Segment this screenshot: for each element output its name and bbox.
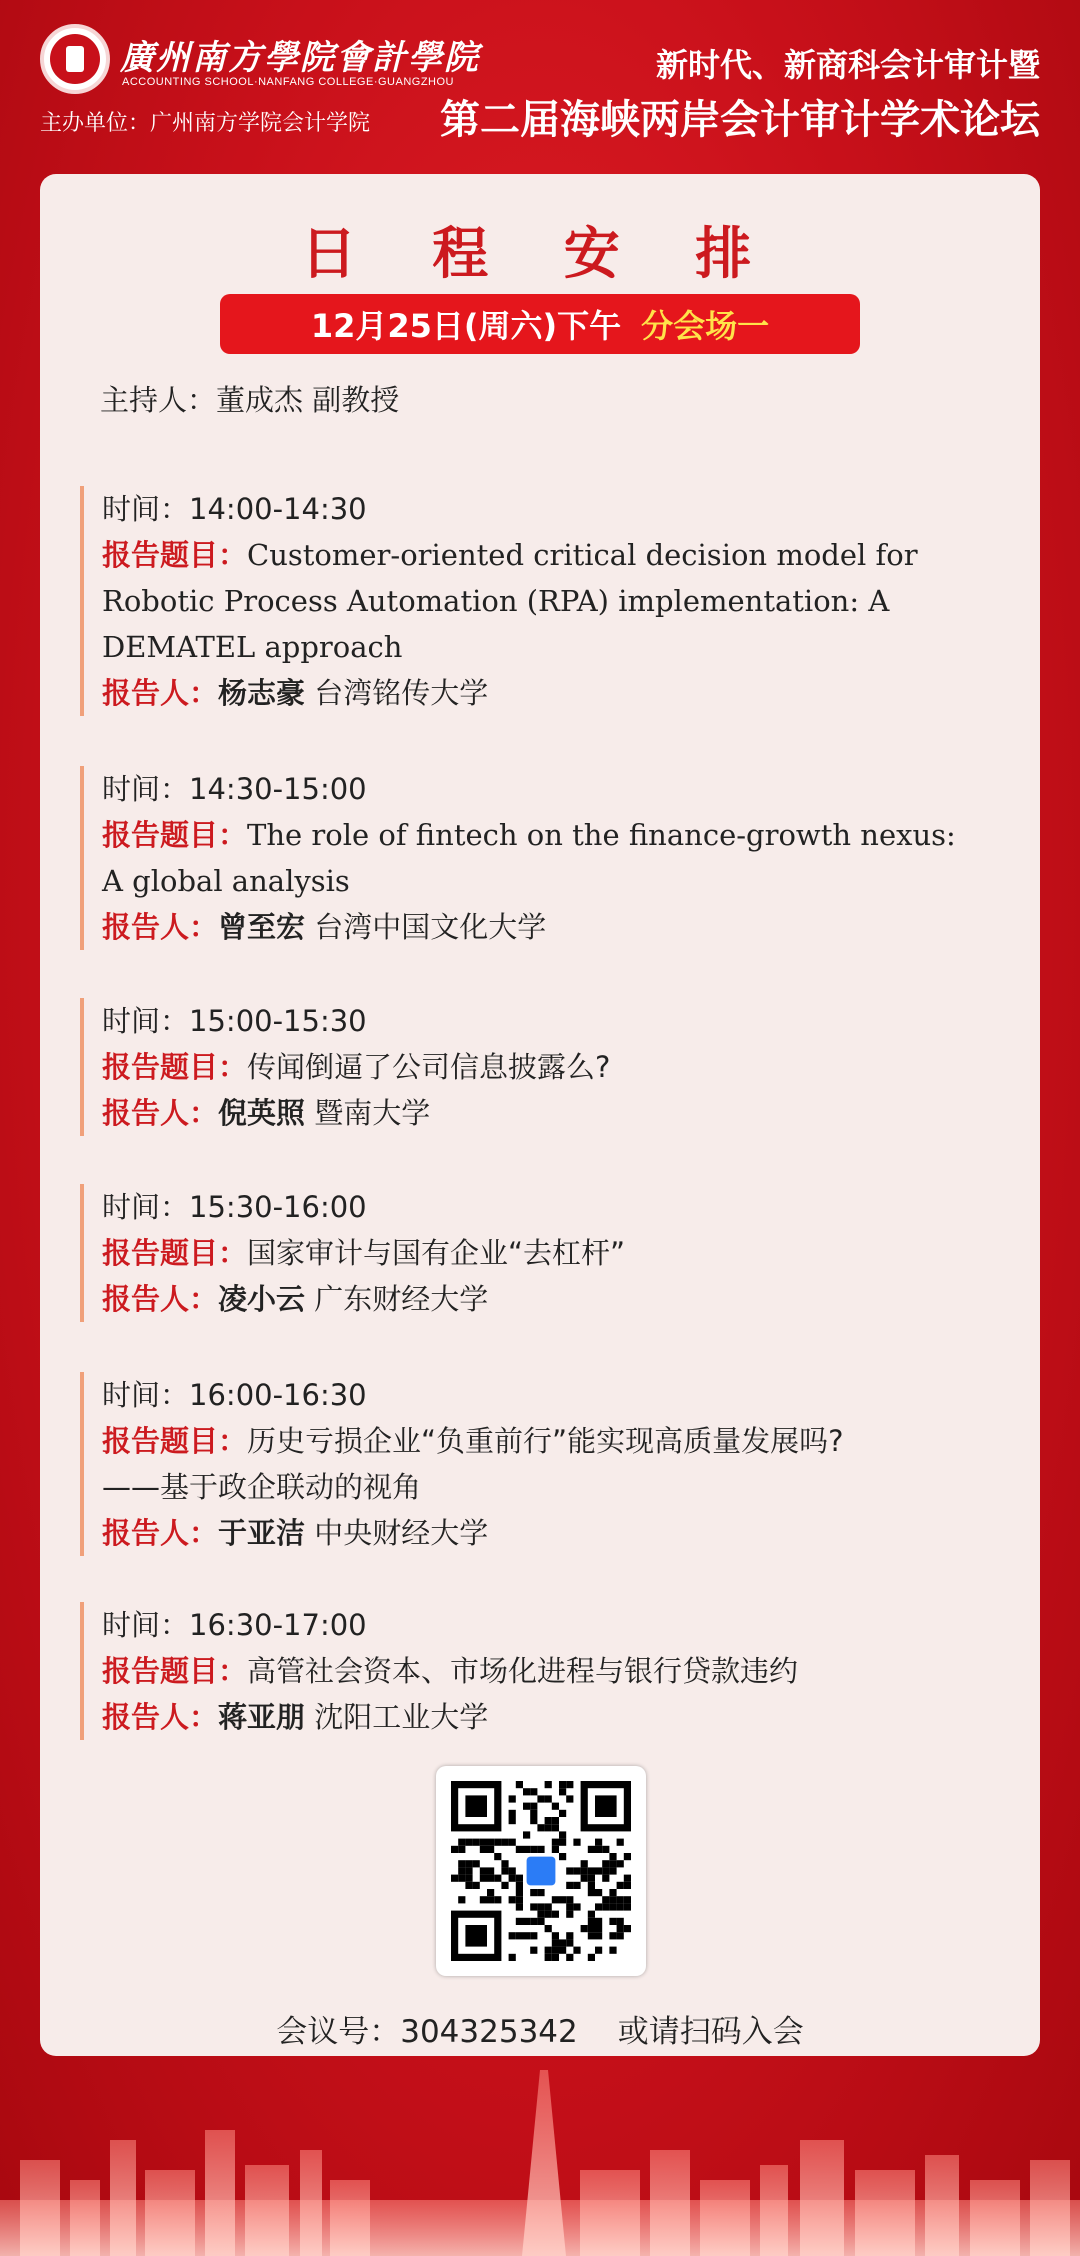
speaker-affiliation: 广东财经大学 [314,1282,489,1316]
topic-text: Robotic Process Automation (RPA) implementation: A [102,584,890,618]
schedule-item [80,486,1032,716]
item-speaker [102,670,1032,716]
session-badge [220,294,860,354]
speaker-name: 曾至宏 [218,910,306,944]
time-label: 时间： [102,1608,190,1642]
school-name-cn: 廣州南方學院會計學院 [120,38,480,78]
speaker-name: 于亚洁 [218,1516,306,1550]
topic-text: 传闻倒逼了公司信息披露么? [247,1050,611,1084]
topic-text: The role of fintech on the finance-growth nexus: [247,818,956,852]
speaker-label: 报告人： [102,1516,219,1550]
school-logo [40,24,110,94]
topic-text: 高管社会资本、市场化进程与银行贷款违约 [247,1654,799,1688]
time-value: 15:30-16:00 [189,1190,367,1224]
item-speaker [102,904,1032,950]
item-topic-line [102,812,1032,858]
speaker-affiliation: 中央财经大学 [314,1516,489,1550]
session-venue: 分会场一 [641,307,770,345]
time-value: 16:00-16:30 [189,1378,367,1412]
time-value: 16:30-17:00 [189,1608,367,1642]
meeting-app-icon [527,1857,556,1886]
topic-label: 报告题目： [102,1236,248,1270]
topic-text: ——基于政企联动的视角 [102,1470,422,1504]
qr-code[interactable] [436,1766,646,1976]
moderator: 主持人：董成杰 副教授 [100,383,400,417]
item-time [102,1602,1032,1648]
schedule-item [80,766,1032,950]
speaker-label: 报告人： [102,676,219,710]
topic-text: A global analysis [102,864,350,898]
topic-text: DEMATEL approach [102,630,403,664]
speaker-label: 报告人： [102,910,219,944]
item-time [102,1184,1032,1230]
forum-title-line1: 新时代、新商科会计审计暨 [655,46,1040,84]
speaker-name: 杨志豪 [218,676,306,710]
speaker-name: 凌小云 [218,1282,306,1316]
time-label: 时间： [102,1190,190,1224]
topic-text: Customer-oriented critical decision model for [247,538,918,572]
time-label: 时间： [102,1004,190,1038]
time-value: 15:00-15:30 [189,1004,367,1038]
item-time [102,486,1032,532]
school-name-en: ACCOUNTING SCHOOL·NANFANG COLLEGE·GUANGZHOU [122,76,454,88]
schedule-item [80,1602,1032,1740]
item-speaker [102,1090,1032,1136]
host-org: 主办单位：广州南方学院会计学院 [40,111,371,136]
time-label: 时间： [102,772,190,806]
speaker-name: 倪英照 [218,1096,306,1130]
item-topic-line [102,1044,1032,1090]
item-time [102,998,1032,1044]
time-value: 14:30-15:00 [189,772,367,806]
schedule-item [80,998,1032,1136]
speaker-affiliation: 沈阳工业大学 [314,1700,489,1734]
session-date: 12月25日(周六)下午 [310,307,622,345]
header [0,0,1080,170]
topic-label: 报告题目： [102,1654,248,1688]
schedule-item [80,1372,1032,1556]
item-topic-line [102,1230,1032,1276]
speaker-label: 报告人： [102,1700,219,1734]
schedule-card [40,174,1040,2056]
speaker-label: 报告人： [102,1282,219,1316]
meeting-info [40,2006,1040,2051]
item-topic-line [102,624,1032,670]
topic-label: 报告题目： [102,538,248,572]
speaker-affiliation: 台湾铭传大学 [314,676,489,710]
forum-title-line2: 第二届海峡两岸会计审计学术论坛 [440,97,1040,143]
time-label: 时间： [102,492,190,526]
item-topic-line [102,578,1032,624]
topic-text: 国家审计与国有企业“去杠杆” [247,1236,626,1270]
meeting-id: 会议号：304325342 [276,2014,578,2050]
item-topic-line [102,1418,1032,1464]
city-skyline-illustration [0,2070,1080,2256]
scan-text: 或请扫码入会 [617,2014,804,2050]
item-speaker [102,1276,1032,1322]
item-speaker [102,1694,1032,1740]
topic-label: 报告题目： [102,1050,248,1084]
item-topic-line [102,1648,1032,1694]
speaker-label: 报告人： [102,1096,219,1130]
speaker-affiliation: 台湾中国文化大学 [314,910,547,944]
item-topic-line [102,1464,1032,1510]
item-time [102,766,1032,812]
schedule-item [80,1184,1032,1322]
topic-text: 历史亏损企业“负重前行”能实现高质量发展吗? [247,1424,844,1458]
topic-label: 报告题目： [102,1424,248,1458]
speaker-affiliation: 暨南大学 [314,1096,431,1130]
item-topic-line [102,858,1032,904]
time-value: 14:00-14:30 [189,492,367,526]
time-label: 时间： [102,1378,190,1412]
topic-label: 报告题目： [102,818,248,852]
item-speaker [102,1510,1032,1556]
item-topic-line [102,532,1032,578]
schedule-title: 日 程 安 排 [300,222,780,287]
item-time [102,1372,1032,1418]
speaker-name: 蒋亚朋 [218,1700,306,1734]
